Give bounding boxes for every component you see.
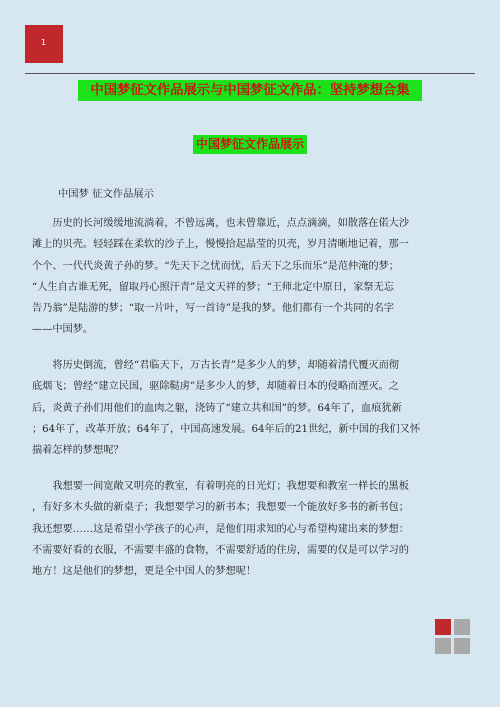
essay-heading: 中国梦 征文作品展示 <box>58 188 154 200</box>
paragraph-line: 地方！这是他们的梦想，更是全中国人的梦想呢！ <box>32 566 257 578</box>
paragraph-line: ，有好多木头做的新桌子；我想要学习的新书本；我想要一个能放好多书的新书包； <box>32 502 409 514</box>
paragraph-3 <box>32 476 469 582</box>
paragraph-line: 个个、一代代炎黄子孙的梦。“先天下之忧而忧，后天下之乐而乐”是范仲淹的梦； <box>32 260 399 272</box>
section-title: 中国梦征文作品展示 <box>193 135 307 154</box>
paragraph-line: 我还想要……这是希望小学孩子的心声，是他们用求知的心与希望构建出来的梦想： <box>32 523 409 535</box>
page-number: 1 <box>41 38 47 47</box>
paragraph-1 <box>32 213 469 341</box>
paragraph-line: 告乃翁”是陆游的梦；“取一片叶，写一首诗”是我的梦。他们都有一个共同的名字 <box>32 303 394 315</box>
paragraph-line: 不需要好看的衣服，不需要丰盛的食物，不需要舒适的住房，需要的仅是可以学习的 <box>32 544 409 556</box>
gray-square <box>454 638 470 654</box>
paragraph-line: 后，炎黄子孙们用他们的血肉之躯，浇铸了“建立共和国”的梦。64年了，血痕犹新 <box>32 402 402 414</box>
paragraph-line: ；64年了，改革开放；64年了，中国高速发展。64年后的21世纪，新中国的我们又怀 <box>32 423 421 435</box>
red-square <box>435 619 451 635</box>
corner-squares-decoration <box>435 619 473 657</box>
header-divider <box>25 73 475 74</box>
paragraph-line: ——中国梦。 <box>32 324 94 336</box>
paragraph-line: 滩上的贝壳。轻轻踩在柔软的沙子上，慢慢拾起晶莹的贝壳，岁月清晰地记着，那一 <box>32 239 409 251</box>
paragraph-2 <box>32 355 469 461</box>
paragraph-line: 我想要一间宽敞又明亮的教室，有着明亮的日光灯；我想要和教室一样长的黑板 <box>32 481 409 492</box>
paragraph-line: 揣着怎样的梦想呢？ <box>32 445 124 457</box>
gray-square <box>435 638 451 654</box>
page-number-badge <box>25 25 63 63</box>
paragraph-line: 历史的长河缓缓地流淌着，不曾远离，也未曾靠近，点点滴滴，如散落在偌大沙 <box>32 218 409 229</box>
gray-square <box>454 619 470 635</box>
paragraph-line: 将历史倒流，曾经“君临天下，万古长青”是多少人的梦，却随着清代覆灭而彻 <box>32 360 399 371</box>
document-title: 中国梦征文作品展示与中国梦征文作品：坚持梦想合集 <box>78 80 422 101</box>
paragraph-line: “人生自古谁无死，留取丹心照汗青”是文天祥的梦；“王师北定中原日，家祭无忘 <box>32 281 394 293</box>
paragraph-line: 底烟飞；曾经“建立民国，驱除鞑虏”是多少人的梦，却随着日本的侵略而湮灭。之 <box>32 381 399 393</box>
